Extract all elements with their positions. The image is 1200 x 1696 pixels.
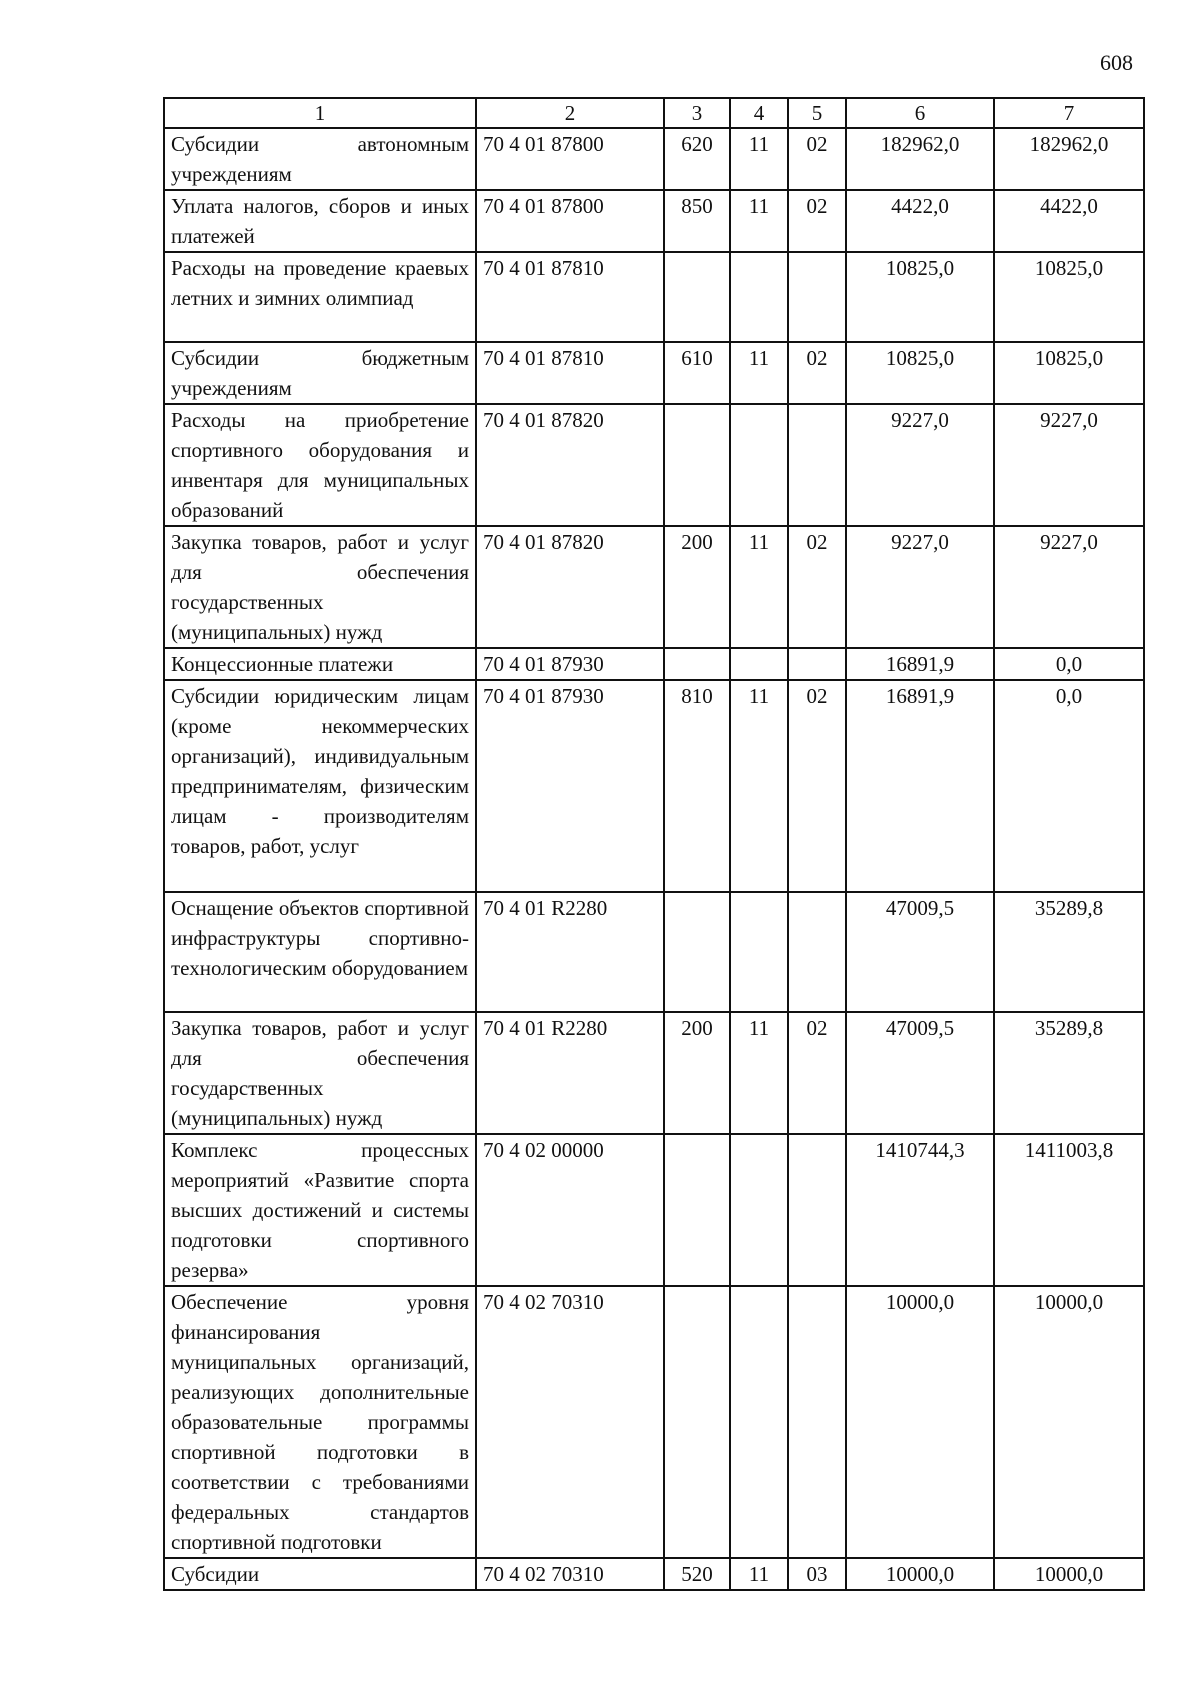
row-c4: 11 (730, 1558, 788, 1590)
col-header-5: 5 (788, 98, 846, 128)
row-c4: 11 (730, 128, 788, 190)
row-c3: 850 (664, 190, 730, 252)
row-c4: 11 (730, 1012, 788, 1134)
table-row (164, 892, 1144, 1012)
row-value-7: 10000,0 (994, 1286, 1144, 1558)
row-code: 70 4 01 R2280 (476, 892, 664, 1012)
row-value-7: 10825,0 (994, 252, 1144, 342)
row-code: 70 4 01 87930 (476, 680, 664, 892)
table-body (164, 128, 1144, 1590)
table-row (164, 128, 1144, 190)
table-row (164, 190, 1144, 252)
row-c5 (788, 892, 846, 1012)
row-c3: 810 (664, 680, 730, 892)
row-c5: 02 (788, 526, 846, 648)
row-value-6: 4422,0 (846, 190, 994, 252)
row-value-7: 0,0 (994, 680, 1144, 892)
row-c4 (730, 892, 788, 1012)
row-value-7: 1411003,8 (994, 1134, 1144, 1286)
row-name: Закупка товаров, работ и услуг для обеспечения государственных (муниципальных) нужд (164, 1012, 476, 1134)
row-c4: 11 (730, 680, 788, 892)
table-row (164, 1012, 1144, 1134)
row-name: Субсидии бюджетным учреждениям (164, 342, 476, 404)
row-value-7: 9227,0 (994, 526, 1144, 648)
row-c3: 520 (664, 1558, 730, 1590)
row-value-6: 10000,0 (846, 1286, 994, 1558)
row-value-6: 47009,5 (846, 892, 994, 1012)
row-code: 70 4 01 87930 (476, 648, 664, 680)
table-row (164, 1134, 1144, 1286)
row-value-6: 9227,0 (846, 526, 994, 648)
row-value-7: 0,0 (994, 648, 1144, 680)
row-code: 70 4 01 R2280 (476, 1012, 664, 1134)
col-header-3: 3 (664, 98, 730, 128)
row-c5 (788, 252, 846, 342)
row-value-7: 4422,0 (994, 190, 1144, 252)
row-c5 (788, 1286, 846, 1558)
row-code: 70 4 02 00000 (476, 1134, 664, 1286)
row-code: 70 4 01 87800 (476, 190, 664, 252)
row-name: Оснащение объектов спортивной инфраструктуры спортивно-технологическим оборудованием (164, 892, 476, 1012)
row-c5: 02 (788, 128, 846, 190)
table-row (164, 1558, 1144, 1590)
row-name: Комплекс процессных мероприятий «Развитие спорта высших достижений и системы подготовки спортивного резерва» (164, 1134, 476, 1286)
row-c4 (730, 648, 788, 680)
row-c4: 11 (730, 526, 788, 648)
col-header-2: 2 (476, 98, 664, 128)
table-row (164, 526, 1144, 648)
row-name: Субсидии юридическим лицам (кроме некоммерческих организаций), индивидуальным предпринимателям, физическим лицам - производителям товаров, работ, услуг (164, 680, 476, 892)
row-c3: 620 (664, 128, 730, 190)
row-value-6: 16891,9 (846, 680, 994, 892)
row-code: 70 4 01 87800 (476, 128, 664, 190)
row-value-6: 10000,0 (846, 1558, 994, 1590)
row-value-6: 1410744,3 (846, 1134, 994, 1286)
row-code: 70 4 02 70310 (476, 1558, 664, 1590)
row-c3: 610 (664, 342, 730, 404)
row-name: Расходы на проведение краевых летних и зимних олимпиад (164, 252, 476, 342)
row-value-7: 35289,8 (994, 892, 1144, 1012)
row-name: Концессионные платежи (164, 648, 476, 680)
row-name: Расходы на приобретение спортивного оборудования и инвентаря для муниципальных образований (164, 404, 476, 526)
row-value-6: 16891,9 (846, 648, 994, 680)
budget-table (163, 97, 1145, 1591)
row-code: 70 4 01 87810 (476, 252, 664, 342)
row-value-7: 9227,0 (994, 404, 1144, 526)
row-name: Обеспечение уровня финансирования муниципальных организаций, реализующих дополнительные образовательные программы спортивной подготовки в соответствии с требованиями федеральных стандартов спортивной подготовки (164, 1286, 476, 1558)
row-value-6: 10825,0 (846, 252, 994, 342)
row-c5 (788, 404, 846, 526)
row-name: Уплата налогов, сборов и иных платежей (164, 190, 476, 252)
row-value-7: 182962,0 (994, 128, 1144, 190)
table-row (164, 252, 1144, 342)
table-header-row (164, 98, 1144, 128)
row-code: 70 4 02 70310 (476, 1286, 664, 1558)
col-header-6: 6 (846, 98, 994, 128)
row-c5 (788, 648, 846, 680)
row-c4 (730, 1134, 788, 1286)
row-c3: 200 (664, 526, 730, 648)
row-value-7: 35289,8 (994, 1012, 1144, 1134)
col-header-7: 7 (994, 98, 1144, 128)
row-value-7: 10825,0 (994, 342, 1144, 404)
row-c4 (730, 404, 788, 526)
table-row (164, 404, 1144, 526)
col-header-1: 1 (164, 98, 476, 128)
table-row (164, 1286, 1144, 1558)
row-value-6: 9227,0 (846, 404, 994, 526)
row-name: Субсидии автономным учреждениям (164, 128, 476, 190)
row-c5: 03 (788, 1558, 846, 1590)
row-c4 (730, 252, 788, 342)
row-c3 (664, 648, 730, 680)
row-value-6: 10825,0 (846, 342, 994, 404)
row-c3 (664, 892, 730, 1012)
row-code: 70 4 01 87820 (476, 404, 664, 526)
row-value-7: 10000,0 (994, 1558, 1144, 1590)
row-c5: 02 (788, 1012, 846, 1134)
row-c5: 02 (788, 680, 846, 892)
row-code: 70 4 01 87820 (476, 526, 664, 648)
row-c4: 11 (730, 342, 788, 404)
row-c3 (664, 1134, 730, 1286)
row-c4: 11 (730, 190, 788, 252)
row-c5: 02 (788, 342, 846, 404)
row-c5 (788, 1134, 846, 1286)
row-code: 70 4 01 87810 (476, 342, 664, 404)
row-name: Закупка товаров, работ и услуг для обеспечения государственных (муниципальных) нужд (164, 526, 476, 648)
col-header-4: 4 (730, 98, 788, 128)
table-row (164, 648, 1144, 680)
row-c3 (664, 1286, 730, 1558)
row-c3: 200 (664, 1012, 730, 1134)
row-c3 (664, 404, 730, 526)
row-name: Субсидии (164, 1558, 476, 1590)
row-c4 (730, 1286, 788, 1558)
row-value-6: 182962,0 (846, 128, 994, 190)
row-c5: 02 (788, 190, 846, 252)
table-row (164, 342, 1144, 404)
row-value-6: 47009,5 (846, 1012, 994, 1134)
page-number: 608 (1100, 50, 1133, 75)
table-row (164, 680, 1144, 892)
row-c3 (664, 252, 730, 342)
